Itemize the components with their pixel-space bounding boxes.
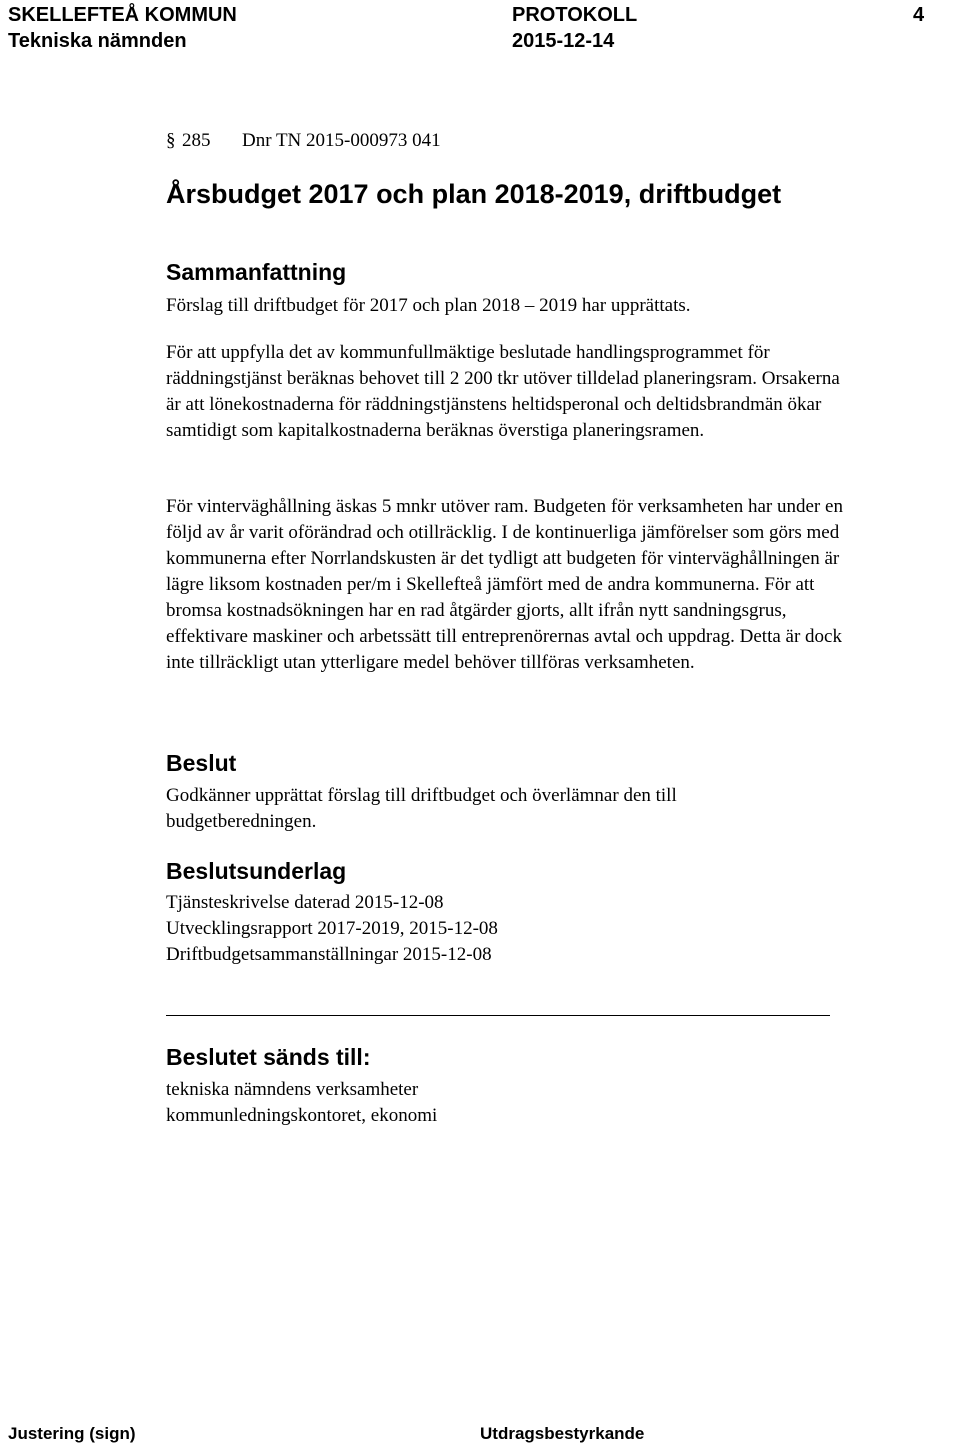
decision-text: Godkänner upprättat förslag till driftbudget och överlämnar den till budgetberedningen. <box>166 785 677 832</box>
header-page-number: 4 <box>913 4 925 26</box>
footer-utdragsbestyrkande: Utdragsbestyrkande <box>480 1424 645 1443</box>
summary-heading: Sammanfattning <box>166 259 347 285</box>
divider-line <box>166 1015 830 1016</box>
summary-paragraph-1: För att uppfylla det av kommunfullmäktige beslutade handlingsprogrammet för räddningstjänst beräknas behovet till 2 200 tkr utöver tilldelad planeringsram. Orsakerna är att lönekostnaderna för räddningstjänstens heltidsperonal och deltidsbrandmän ökar samtidigt som kapitalkostnaderna beräknas överstiga planeringsramen. <box>166 342 840 441</box>
sent-to-item: tekniska nämndens verksamheter <box>166 1079 419 1100</box>
header-doc-type: PROTOKOLL <box>512 4 638 26</box>
item-title: Årsbudget 2017 och plan 2018-2019, driftbudget <box>166 179 782 209</box>
sent-to-heading: Beslutet sänds till: <box>166 1044 371 1070</box>
paragraph-reference <box>166 129 441 153</box>
decision-heading: Beslut <box>166 750 237 776</box>
basis-item: Utvecklingsrapport 2017-2019, 2015-12-08 <box>166 918 498 939</box>
basis-item: Tjänsteskrivelse daterad 2015-12-08 <box>166 892 444 913</box>
dnr: Dnr TN 2015-000973 041 <box>242 130 441 151</box>
basis-heading: Beslutsunderlag <box>166 858 347 884</box>
summary-intro: Förslag till driftbudget för 2017 och plan 2018 – 2019 har upprättats. <box>166 295 691 316</box>
header-committee: Tekniska nämnden <box>8 30 187 52</box>
header-org: SKELLEFTEÅ KOMMUN <box>8 4 237 26</box>
summary-paragraph-2: För vinterväghållning äskas 5 mnkr utöver ram. Budgeten för verksamheten har under en följd av år varit oförändrad och otillräcklig. I de kontinuerliga jämförelser som görs med kommunerna efter Norrlandskusten är det tydligt att budgeten för vinterväghållningen är lägre liksom kostnaden per/m i Skellefteå jämfört med de andra kommunerna. För att bromsa kostnadsökningen har en rad åtgärder gjorts, allt ifrån nytt sandningsgrus, effektivare maskiner och arbetssätt till entreprenörernas avtal och uppdrag. Detta är dock inte tillräckligt utan ytterligare medel behöver tillföras verksamheten. <box>166 496 843 673</box>
paragraph-number: 285 <box>182 130 211 151</box>
basis-item: Driftbudgetsammanställningar 2015-12-08 <box>166 944 492 965</box>
header-date: 2015-12-14 <box>512 30 615 52</box>
sent-to-item: kommunledningskontoret, ekonomi <box>166 1105 438 1126</box>
paragraph-symbol: § <box>166 130 176 151</box>
footer-justering: Justering (sign) <box>8 1424 136 1443</box>
